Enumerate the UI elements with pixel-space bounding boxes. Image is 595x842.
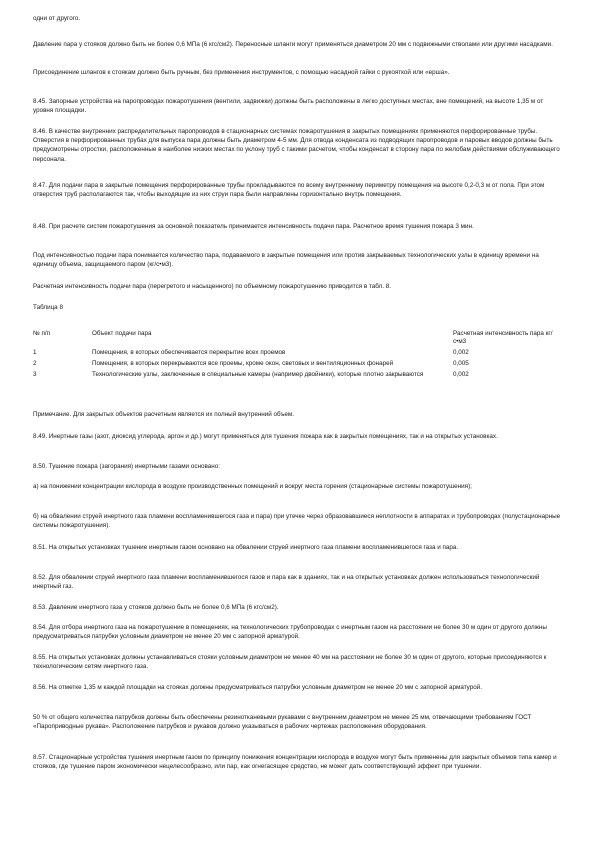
paragraph-8-55: 8.55. На открытых установках должны устанавливаться стояки условным диаметром не менее 40 мм на расстоянии не более 30 м один от другого, которые присоединяются к технологическим сетям инертного газа. (33, 654, 547, 671)
table-header-number: № п/п (33, 330, 51, 337)
paragraph-intensity-definition: Под интенсивностью подачи пара понимается количество пара, подаваемого в закрытые помещения или против закрываемых технологических узлы в единицу времени на единицу объема, защищаемого паром (кг/с•м3). (33, 252, 539, 269)
table-header-object: Объект подачи пара (92, 330, 152, 337)
table-header-intensity: Расчетная интенсивность пара кг/с•м3 (453, 330, 553, 345)
paragraph-8-57: 8.57. Стационарные устройства тушения инертным газом по принципу понижения концентрации кислорода в воздухе могут быть применены для закрытых объемов типа камер и стояков, где тушение паром экономически нецелесообразно, или пар, как огнегасящее средство, не может дать соответствующий эффект при тушении. (33, 754, 557, 771)
table-header-row (30, 330, 566, 349)
table-cell-intensity: 0,002 (453, 349, 469, 356)
steam-intensity-table (30, 330, 566, 382)
table-row (30, 371, 566, 382)
table-row (30, 349, 566, 360)
paragraph-8-53: 8.53. Давление инертного газа у стояков должно быть не более 0,6 МПа (6 кгс/см2). (33, 604, 279, 611)
paragraph-pressure: Давление пара у стояков должно быть не более 0,6 МПа (6 кгс/см2). Переносные шланги могут применяться диаметром 20 мм с подвижными стволами или другими насадками. (33, 41, 553, 48)
paragraph-8-50: 8.50. Тушение пожара (загорания) инертными газами основано: (33, 463, 220, 470)
table-cell-intensity: 0,002 (453, 371, 469, 378)
paragraph-continuation: одни от другого. (33, 15, 81, 22)
table-cell-number: 2 (33, 360, 37, 367)
table-cell-object: Технологические узлы, заключенные в специальные камеры (например двойники), которые плотно закрываются (92, 371, 424, 378)
table-cell-object: Помещения, в которых обеспечивается перекрытие всех проемов (92, 349, 286, 356)
paragraph-8-50-a: а) на понижении концентрации кислорода в воздухе производственных помещений и вокруг места горения (стационарные системы пожаротушения); (33, 483, 472, 490)
paragraph-8-50-b: б) на обвалении струей инертного газа пламени воспламенившегося газа и пара) при утечке через образовавшиеся неплотности в аппаратах и трубопроводах (полустационарные системы пожаротушения). (33, 513, 561, 530)
paragraph-8-45: 8.45. Запорные устройства на паропроводах пожаротушения (вентили, задвижки) должны быть расположены в легко доступных местах, вне помещений, на высоте 1,35 м от уровня площадки. (33, 98, 544, 115)
paragraph-8-51: 8.51. На открытых установках тушение инертным газом основано на обвалении струей инертного газа пламени воспламенившегося газа и пара. (33, 544, 459, 551)
table-cell-number: 3 (33, 371, 37, 378)
paragraph-note: Примечание. Для закрытых объектов расчетным является их полный внутренний объем. (33, 411, 294, 418)
paragraph-8-49: 8.49. Инертные газы (азот, диоксид углерода, аргон и др.) могут применяться для тушения пожара как в закрытых помещениях, так и на открытых установках. (33, 433, 498, 440)
table-cell-intensity: 0,005 (453, 360, 469, 367)
table-cell-object: Помещения, в которых перекрываются все проемы, кроме окон, световых и вентиляционных фонарей (92, 360, 394, 367)
paragraph-8-48: 8.48. При расчете систем пожаротушения за основной показатель принимается интенсивность подачи пара. Расчетное время тушения пожара 3 мин. (33, 223, 474, 230)
table-caption: Таблица 8 (33, 304, 63, 311)
paragraph-8-54: 8.54. Для отбора инертного газа на пожаротушение в помещениях, на технологических трубопроводах с инертным газом на расстоянии не более 30 м один от другого должны предусматриваться патрубки условным диаметром не менее 20 мм с запорной арматурой. (33, 624, 547, 641)
paragraph-hose-share: 50 % от общего количества патрубков должны быть обеспечены резинотканевыми рукавами с внутренним диаметром не менее 25 мм, отвечающими требованиям ГОСТ «Пароприводные рукава». Расположение патрубков и рукавов должно указываться в рабочих чертежах расположения оборудования. (33, 714, 532, 731)
table-cell-number: 1 (33, 349, 37, 356)
paragraph-8-46: 8.46. В качестве внутренних распределительных паропроводов в стационарных системах пожаротушения в закрытых помещениях применяются перфорированные трубы. Отверстия в перфорированных трубах для выпуска пара должны быть диаметром 4-5 мм. Для отвода конденсата из подводящих паропроводов и паровых вводов должны быть предусмотрены отростки, расположенные в наиболее низких местах по уклону труб с такими расчетом, чтобы конденсат в сторону пара по желобам действиями обслуживающего персонала. (33, 128, 560, 163)
paragraph-hose-connection: Присоединение шлангов к стоякам должно быть ручным, без применения инструментов, с помощью насадной гайки с рукояткой или «ерша». (33, 69, 450, 76)
paragraph-8-56: 8.56. На отметке 1,35 м каждой площадки на стояках должны предусматриваться патрубки условным диаметром не менее 20 мм с запорной арматурой. (33, 684, 483, 691)
paragraph-8-47: 8.47. Для подачи пара в закрытые помещения перфорированные трубы прокладываются по всему внутреннему периметру помещения на высоте 0,2-0,3 м от пола. При этом отверстия труб располагаются так, чтобы выходящие из них струи пара были направлены горизонтально внутрь помещения. (33, 182, 545, 199)
table-row (30, 360, 566, 371)
paragraph-table-reference: Расчетная интенсивность подачи пара (перегретого и насыщенного) по объемному пожаротушению приводится в табл. 8. (33, 283, 392, 290)
paragraph-8-52: 8.52. Для обвалении струей инертного газа пламени воспламенившегося газов и пара как в зданиях, так и на открытых установках должен использоваться технологический инертный газ. (33, 574, 540, 591)
